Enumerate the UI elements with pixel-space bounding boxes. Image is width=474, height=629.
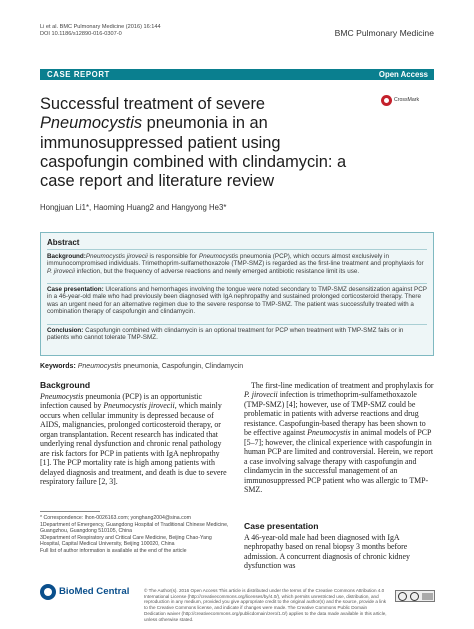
open-access-label: Open Access: [378, 70, 428, 79]
author-list: Hongjuan Li1*, Haoming Huang2 and Hangyong He3*: [40, 203, 227, 212]
case-paragraph: A 46-year-old male had been diagnosed with IgA nephropathy based on renal biopsy 3 months before admission. A concurrent diagnosis of chronic kidney dysfunction was: [244, 533, 410, 571]
publisher-name: BioMed Central: [59, 586, 130, 597]
article-type-banner: [40, 69, 434, 80]
crossmark-label: CrossMark: [394, 97, 420, 103]
section-heading-case-presentation: Case presentation: [244, 521, 319, 531]
biomed-central-logo: [40, 583, 130, 603]
divider: [47, 249, 427, 250]
section-heading-background: Background: [40, 380, 91, 390]
article-title: Successful treatment of severe Pneumocystis pneumonia in an immunosuppressed patient using caspofungin combined with clindamycin: a case report and literature review: [40, 95, 347, 191]
doi: DOI 10.1186/s12890-016-0307-0: [40, 31, 122, 38]
intro-paragraph: The first-line medication of treatment and prophylaxis for P. jirovecii infection is trimethoprim-sulfamethoxazole (TMP-SMZ) [4]; however, use of TMP-SMZ could be problematic in patients with adverse reactions and drug resistance. Caspofungin-based therapy has been shown to be effective against Pneumocystis in animal models of PCP [5–7]; however, the clinical experience with caspofungin in human PCP are limited and controversial. Herein, we report a case involving salvage therapy with caspofungin and clindamycin in the successful management of an immunosuppressed PCP patient who was allergic to TMP-SMZ.: [244, 381, 434, 494]
correspondence: * Correspondence: lhon-0026163.com; yonghang2004@sina.com: [40, 515, 191, 521]
journal-name: BMC Pulmonary Medicine: [334, 28, 434, 38]
author-info-note: Full list of author information is available at the end of the article: [40, 547, 187, 554]
abstract-conclusion: Conclusion: Caspofungin combined with clindamycin is an optional treatment for PCP when treatment with TMP-SMZ fails or in patients who cannot tolerate TMP-SMZ.: [47, 327, 404, 342]
biomed-central-logo-icon: [40, 584, 56, 600]
footnote-divider: [40, 511, 100, 512]
background-paragraph: Pneumocystis pneumonia (PCP) is an opportunistic infection caused by Pneumocystis jirovecii, which mainly occurs when cellular immunity is depressed because of AIDS, malignancies, prolonged corticosteroid therapy, or organ transplantation. Recent research has indicated that underlying renal dysfunction and chronic renal pathology are risk factors for PCP in patients with IgA nephropathy [1]. The PCP mortality rate is high among patients with delayed diagnosis and treatment, and death is due to severe respiratory failure [2, 3].: [40, 392, 227, 487]
abstract-heading: Abstract: [47, 238, 80, 247]
creative-commons-icon: [395, 590, 435, 602]
divider: [47, 324, 427, 325]
abstract-background: Background:Pneumocystis jirovecii is responsible for Pneumocystis pneumonia (PCP), which occurs almost exclusively in immunocompromised individuals. Trimethoprim-sulfamethoxazole (TMP-SMZ) is regarded as the first-line treatment and prophylaxis for P. jirovecii infection, but the frequency of adverse reactions and newly emerged antibiotic resistance limit its use.: [47, 253, 424, 275]
crossmark-icon: [381, 95, 392, 106]
license-text: © The Author(s). 2016 Open Access This article is distributed under the terms of the Creative Commons Attribution 4.0 International License (http://creativecommons.org/licenses/by/4.0/), which permits unrestricted use, distribution, and reproduction in any medium, provided you give appropriate credit to the original author(s) and the source, provide a link to the Creative Commons license, and indicate if changes were made. The Creative Commons Public Domain Dedication waiver (http://creativecommons.org/publicdomain/zero/1.0/) applies to the data made available in this article, unless otherwise stated.: [144, 588, 387, 622]
article-type: CASE REPORT: [47, 70, 110, 79]
abstract-box: [40, 232, 434, 356]
running-header: [40, 24, 161, 38]
affiliation-1: 1Department of Emergency, Guangdong Hospital of Traditional Chinese Medicine, Guangzhou, Guangdong 510105, China: [40, 521, 229, 534]
abstract-case-presentation: Case presentation: Ulcerations and hemorrhages involving the tongue were noted secondary to TMP-SMZ desensitization against PCP in a 46-year-old male who had previously been diagnosed with IgA nephropathy and sustained prolonged corticosteroid therapy. There was an urgent need for an alternative regimen due to the severe response to TMP-SMZ. The patient was successfully treated with a combination therapy of caspofungin and clindamycin.: [47, 286, 427, 315]
divider: [47, 283, 427, 284]
affiliation-3: 3Department of Respiratory and Critical Care Medicine, Beijing Chao-Yang Hospital, Capital Medical University, Beijing 100020, China: [40, 534, 212, 547]
crossmark-badge[interactable]: [381, 94, 425, 108]
footnotes: [40, 515, 230, 554]
citation: Li et al. BMC Pulmonary Medicine (2016) 16:144: [40, 24, 161, 30]
keywords: Keywords: Pneumocystis pneumonia, Caspofungin, Clindamycin: [40, 363, 244, 370]
